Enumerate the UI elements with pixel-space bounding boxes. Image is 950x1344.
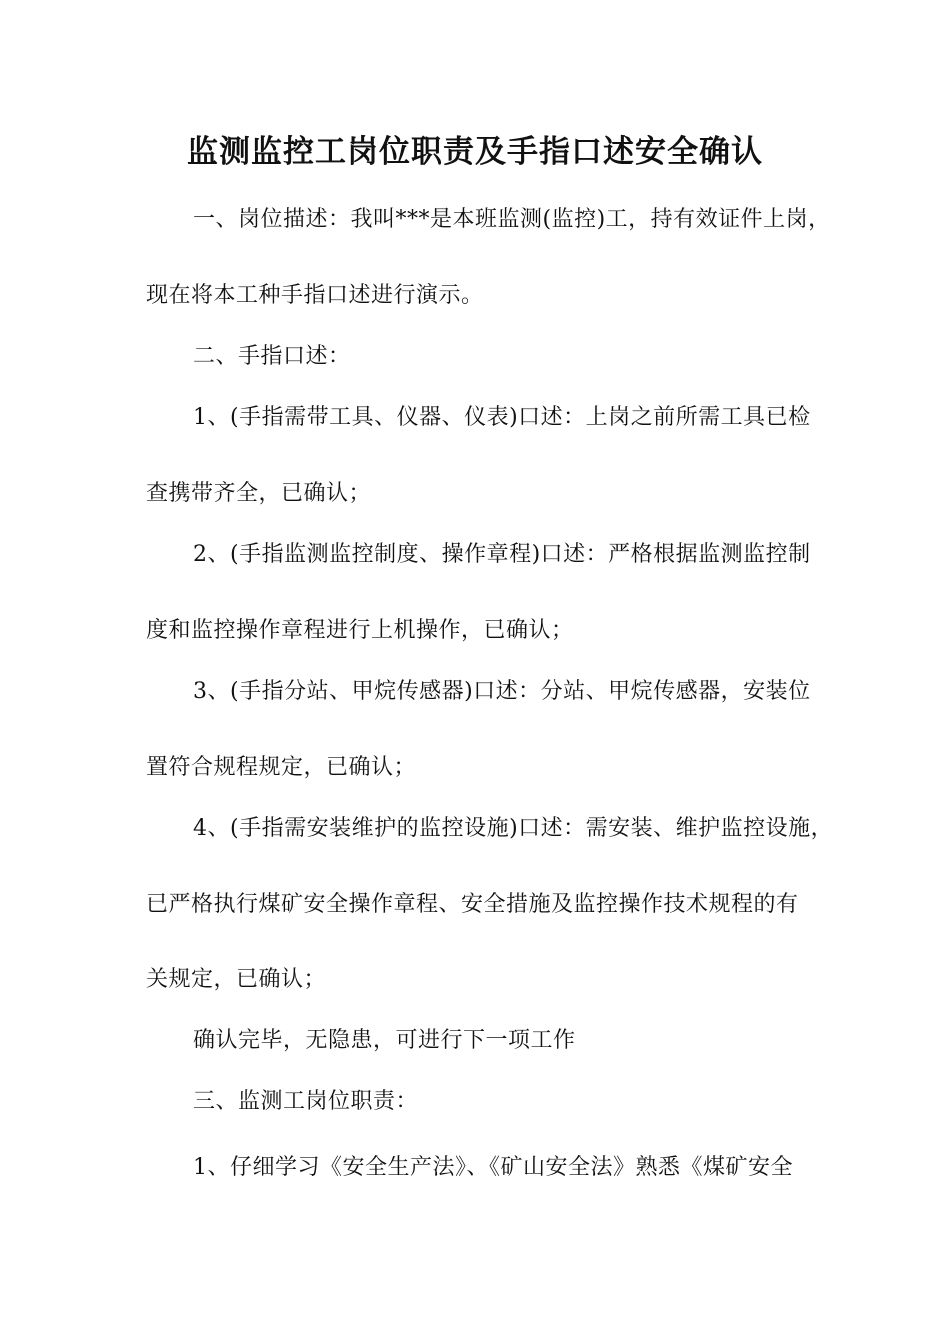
duty-1-line-1: 1、仔细学习《安全生产法》、《矿山安全法》熟悉《煤矿安全 bbox=[193, 1155, 793, 1180]
confirmation-line: 确认完毕，无隐患，可进行下一项工作 bbox=[193, 1028, 576, 1053]
item-4-line-2: 已严格执行煤矿安全操作章程、安全措施及监控操作技术规程的有 bbox=[146, 892, 799, 917]
item-1-line-2: 查携带齐全，已确认； bbox=[146, 481, 372, 506]
item-2-line-1: 2、(手指监测监控制度、操作章程)口述：严格根据监测监控制 bbox=[193, 542, 811, 567]
job-description-line-2: 现在将本工种手指口述进行演示。 bbox=[146, 283, 484, 308]
section-heading-finger-oral: 二、手指口述： bbox=[193, 344, 351, 369]
document-title: 监测监控工岗位职责及手指口述安全确认 bbox=[187, 134, 763, 170]
item-4-line-3: 关规定，已确认； bbox=[146, 967, 327, 992]
item-2-line-2: 度和监控操作章程进行上机操作，已确认； bbox=[146, 618, 574, 643]
section-heading-duties: 三、监测工岗位职责： bbox=[193, 1089, 419, 1114]
item-1-line-1: 1、(手指需带工具、仪器、仪表)口述：上岗之前所需工具已检 bbox=[193, 405, 811, 430]
item-3-line-1: 3、(手指分站、甲烷传感器)口述：分站、甲烷传感器，安装位 bbox=[193, 679, 811, 704]
item-3-line-2: 置符合规程规定，已确认； bbox=[146, 755, 417, 780]
job-description-line-1: 一、岗位描述：我叫***是本班监测(监控)工，持有效证件上岗， bbox=[193, 207, 831, 232]
item-4-line-1: 4、(手指需安装维护的监控设施)口述：需安装、维护监控设施， bbox=[193, 816, 834, 841]
